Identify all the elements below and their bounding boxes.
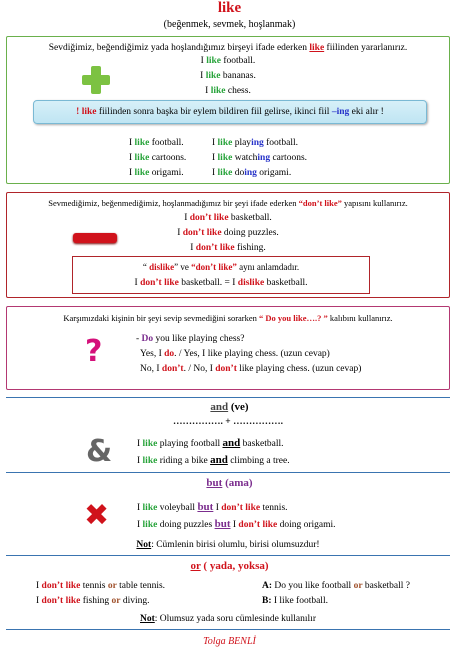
or-left-examples	[36, 579, 165, 609]
question-example: - Do you like playing chess?	[136, 334, 245, 344]
dislike-equivalence-line: “ dislike” ve “don’t like” aynı anlamdadır.	[142, 262, 300, 272]
or-note: Not: Olumsuz yada soru cümlesinde kullanılır	[140, 614, 316, 624]
but-note: Not: Cümlenin birisi olumlu, birisi olumsuzdur!	[136, 540, 320, 550]
divider	[6, 629, 450, 630]
page-title: like	[217, 0, 242, 16]
like-example-3: I like chess.	[205, 86, 251, 96]
and-heading: and (ve)	[210, 401, 249, 413]
list-item: I like watching cartoons.	[212, 153, 308, 163]
list-item: A: Do you like football or basketball ?	[262, 581, 411, 591]
list-item: B: I like football.	[262, 596, 328, 606]
author-signature: Tolga BENLİ	[203, 636, 256, 647]
cross-icon: ✖	[84, 498, 110, 533]
list-item: I like cartoons.	[129, 153, 187, 163]
dont-like-intro: Sevmediğimiz, beğenmediğimiz, hoşlanmadığımız bir şeyi ifade ederken “don’t like” yapısını kullanırız.	[48, 198, 408, 208]
but-example-2: I like doing puzzles but I don’t like doing origami.	[137, 518, 336, 530]
list-item: I like football.	[129, 138, 184, 148]
list-item: I don’t like fishing or diving.	[36, 596, 150, 606]
question-mark-icon: ?	[85, 334, 103, 369]
dislike-example-line: I don’t like basketball. = I dislike basketball.	[134, 278, 308, 288]
or-heading: or ( yada, yoksa)	[190, 560, 269, 572]
question-intro: Karşımızdaki kişinin bir şeyi sevip sevmediğini sorarken “ Do you like….? ” kalıbını kullanırız.	[63, 313, 393, 323]
like-intro: Sevdiğimiz, beğendiğimiz yada hoşlandığımız birşeyi ifade ederken like fiilinden yararlanırız.	[48, 43, 408, 53]
ing-rule-note: ! like fiilinden sonra başka bir eylem bildiren fiil gelirse, ikinci fiil –ing eki alır !	[33, 100, 427, 124]
but-heading: but (ama)	[206, 477, 253, 489]
divider	[6, 555, 450, 556]
list-item: I like playing football.	[212, 138, 299, 148]
and-example-2: I like riding a bike and climbing a tree.	[137, 454, 290, 466]
no-answer: No, I don’t. / No, I don’t like playing chess. (uzun cevap)	[140, 364, 362, 374]
list-item: I like doing origami.	[212, 168, 292, 178]
list-item: I like origami.	[129, 168, 184, 178]
ampersand-icon: &	[86, 434, 113, 469]
and-pattern: ……………. + …………….	[173, 417, 283, 427]
like-right-column	[212, 136, 307, 181]
divider	[6, 472, 450, 473]
divider	[6, 397, 450, 398]
but-example-1: I like voleyball but I don’t like tennis.	[137, 501, 288, 513]
dont-like-example-2: I don’t like doing puzzles.	[177, 228, 279, 238]
like-left-column	[129, 136, 186, 181]
dont-like-example-1: I don’t like basketball.	[184, 213, 272, 223]
page-subtitle: (beğenmek, sevmek, hoşlanmak)	[163, 19, 296, 30]
dont-like-example-3: I don’t like fishing.	[190, 243, 266, 253]
like-example-2: I like bananas.	[200, 71, 256, 81]
yes-answer: Yes, I do. / Yes, I like playing chess. (uzun cevap)	[140, 349, 330, 359]
like-example-1: I like football.	[200, 56, 256, 66]
list-item: I don’t like tennis or table tennis.	[36, 581, 166, 591]
or-dialogue	[262, 579, 410, 609]
and-example-1: I like playing football and basketball.	[137, 437, 284, 449]
